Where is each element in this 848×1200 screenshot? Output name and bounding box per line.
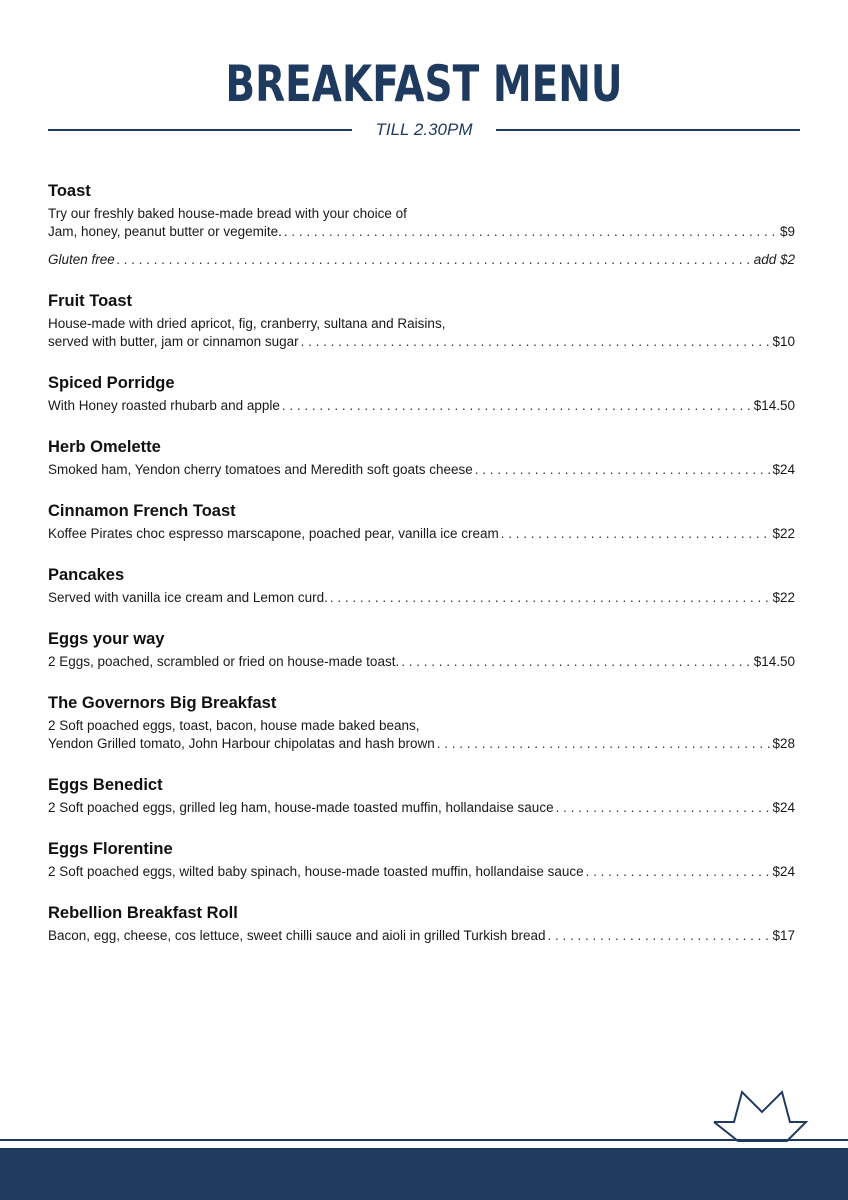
dot-leader [501,525,771,543]
menu-item [48,902,795,945]
menu-item [48,500,795,543]
menu-item-price: $22 [772,590,795,605]
menu-item-description: Bacon, egg, cheese, cos lettuce, sweet chilli sauce and aioli in grilled Turkish bread [48,928,546,943]
menu-item-description: served with butter, jam or cinnamon sugar [48,334,299,349]
serving-hours: TILL 2.30PM [375,120,473,139]
menu-item-price-row [48,333,795,351]
dot-leader [556,799,771,817]
menu-item-option-row [48,251,795,269]
menu-item-price-row [48,223,795,241]
menu-item [48,290,795,351]
menu-item-name: Toast [48,182,91,200]
menu-item [48,372,795,415]
menu-item-price: $14.50 [753,398,795,413]
menu-item [48,838,795,881]
menu-item-name: The Governors Big Breakfast [48,694,277,712]
menu-item-price-row [48,735,795,753]
menu-item-name: Herb Omelette [48,438,161,456]
menu-item-price-row [48,653,795,671]
dot-leader [284,223,778,241]
dot-leader [437,735,771,753]
menu-item-name: Eggs Benedict [48,776,163,794]
menu-item-description: Smoked ham, Yendon cherry tomatoes and Meredith soft goats cheese [48,462,473,477]
menu-item-name: Eggs Florentine [48,840,173,858]
menu-item-name: Pancakes [48,566,125,584]
menu-item-price-row [48,863,795,881]
menu-item-price: $9 [779,224,795,239]
menu-item [48,774,795,817]
option-price: add $2 [753,252,795,267]
menu-item-description: 2 Eggs, poached, scrambled or fried on house-made toast. [48,654,400,669]
menu-item-price: $17 [772,928,795,943]
crown-icon [712,1090,810,1142]
menu-item-price: $22 [772,526,795,541]
menu-item-description: 2 Soft poached eggs, wilted baby spinach, house-made toasted muffin, hollandaise sauce [48,864,584,879]
menu-item-price-row [48,927,795,945]
menu-item-description: 2 Soft poached eggs, grilled leg ham, house-made toasted muffin, hollandaise sauce [48,800,554,815]
menu-item-description: Jam, honey, peanut butter or vegemite. [48,224,282,239]
dot-leader [548,927,771,945]
menu-item-price: $24 [772,864,795,879]
dot-leader [475,461,771,479]
menu-item-price-row [48,461,795,479]
menu-item-name: Cinnamon French Toast [48,502,236,520]
menu-item-name: Eggs your way [48,630,165,648]
option-label: Gluten free [48,252,115,267]
menu-item [48,436,795,479]
menu-item-name: Spiced Porridge [48,374,175,392]
footer-divider [0,1139,848,1141]
menu-item-price: $14.50 [753,654,795,669]
menu-item-price-row [48,525,795,543]
dot-leader [586,863,771,881]
menu-item-price: $24 [772,462,795,477]
menu-item-description: Koffee Pirates choc espresso marscapone, poached pear, vanilla ice cream [48,526,499,541]
menu-item [48,628,795,671]
menu-item [48,692,795,753]
menu-item [48,564,795,607]
dot-leader [282,397,752,415]
menu-item-description: 2 Soft poached eggs, toast, bacon, house made baked beans, [48,718,420,733]
menu-item-description: Try our freshly baked house-made bread with your choice of [48,206,407,221]
dot-leader [401,653,751,671]
dot-leader [330,589,771,607]
menu-item [48,180,795,269]
menu-item-description: Served with vanilla ice cream and Lemon curd. [48,590,328,605]
menu-item-name: Rebellion Breakfast Roll [48,904,238,922]
menu-item-price-row [48,589,795,607]
menu-item-name: Fruit Toast [48,292,133,310]
menu-item-price: $10 [772,334,795,349]
dot-leader [301,333,771,351]
page-title: BREAKFAST MENU [225,55,623,113]
menu-item-description: House-made with dried apricot, fig, cranberry, sultana and Raisins, [48,316,446,331]
menu-item-description: With Honey roasted rhubarb and apple [48,398,280,413]
divider-left [48,129,352,131]
menu-item-price-row [48,397,795,415]
menu-item-description: Yendon Grilled tomato, John Harbour chipolatas and hash brown [48,736,435,751]
menu-item-price-row [48,799,795,817]
footer-band [0,1148,848,1200]
divider-right [496,129,800,131]
dot-leader [117,251,752,269]
menu-list [48,180,795,966]
menu-item-price: $24 [772,800,795,815]
menu-item-price: $28 [772,736,795,751]
